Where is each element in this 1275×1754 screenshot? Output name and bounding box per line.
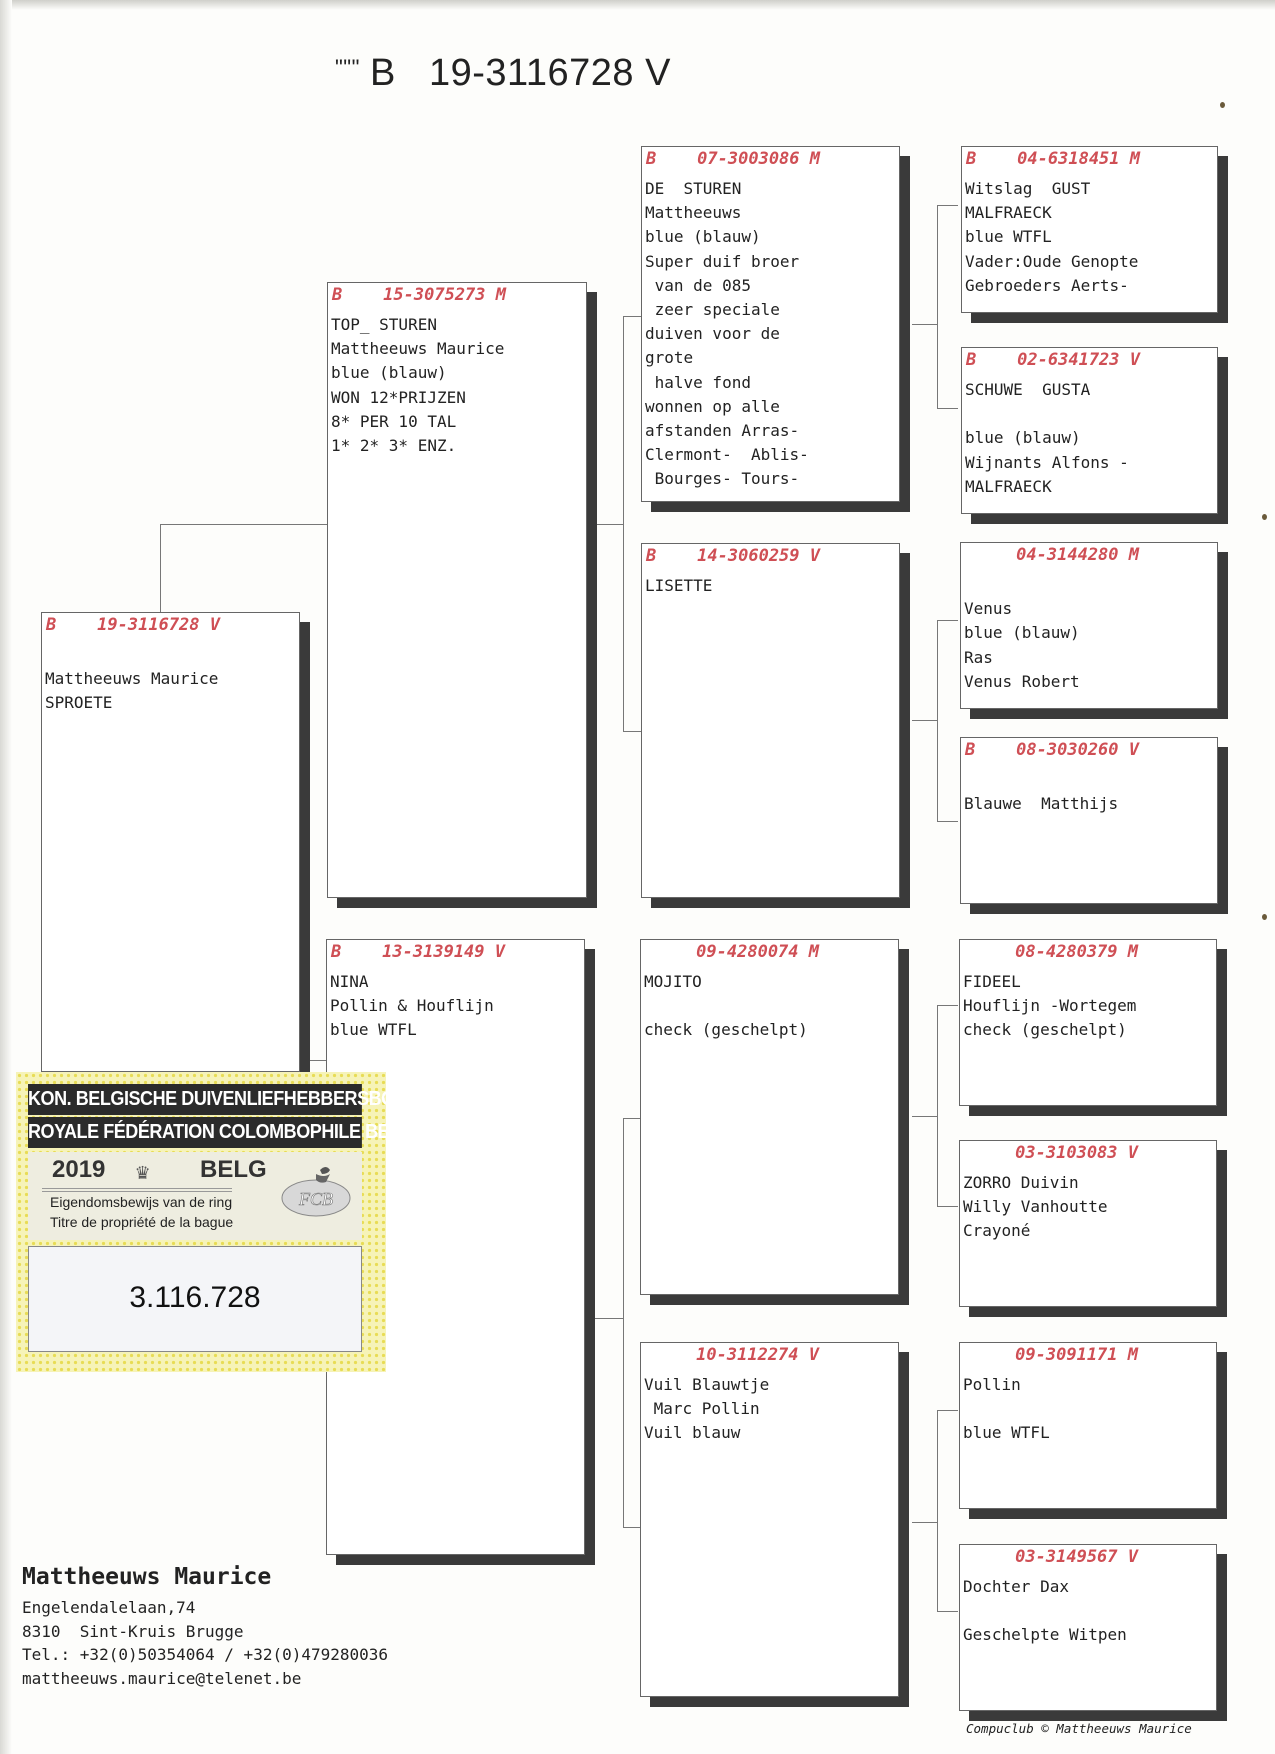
card-line: Clermont- Ablis- bbox=[645, 445, 809, 465]
card-line: NINA bbox=[330, 972, 369, 991]
owner-name: Mattheeuws Maurice bbox=[22, 1564, 272, 1590]
connector-mm-stub bbox=[912, 1522, 937, 1523]
owner-phone: Tel.: +32(0)50354064 / +32(0)479280036 bbox=[22, 1645, 389, 1664]
card-line: MALFRAECK bbox=[965, 203, 1052, 223]
card-line: Mattheeuws bbox=[645, 203, 742, 223]
ring-number: 10-3112274 V bbox=[645, 1345, 819, 1365]
card-line: Ras bbox=[964, 647, 993, 667]
title-quotes: """ bbox=[335, 55, 360, 80]
ring-number: B 04-6318451 M bbox=[966, 149, 1140, 169]
card-line: Vuil Blauwtje bbox=[644, 1375, 770, 1394]
card-line: check (geschelpt) bbox=[644, 1020, 808, 1040]
connector-fm-parents bbox=[937, 620, 958, 822]
card-line: LISETTE bbox=[645, 576, 713, 595]
ring-number: B 14-3060259 V bbox=[646, 546, 820, 566]
certificate-middle bbox=[28, 1152, 362, 1240]
card-line: blue (blauw) bbox=[645, 227, 761, 247]
card-line: blue (blauw) bbox=[964, 623, 1080, 643]
ring-number: B 15-3075273 M bbox=[332, 285, 506, 305]
card-lines bbox=[965, 378, 1215, 499]
connector-ff-stub bbox=[912, 324, 937, 325]
certificate-band-dutch: KON. BELGISCHE DUIVENLIEFHEBBERSBOND bbox=[28, 1084, 362, 1115]
certificate-text-dutch: Eigendomsbewijs van de ring bbox=[50, 1194, 233, 1210]
card-line: Houflijn -Wortegem bbox=[963, 996, 1137, 1016]
card-mf bbox=[640, 939, 899, 1295]
card-line: duiven voor de bbox=[645, 324, 780, 344]
card-line: FIDEEL bbox=[963, 972, 1021, 991]
ring-number: 09-4280074 M bbox=[645, 942, 819, 962]
card-lines bbox=[965, 177, 1215, 298]
connector-gen1 bbox=[160, 524, 329, 612]
pedigree-title bbox=[335, 52, 671, 95]
scan-speck bbox=[1220, 102, 1225, 108]
card-line: Venus bbox=[964, 599, 1013, 619]
card-line: halve fond bbox=[645, 372, 751, 392]
card-line bbox=[964, 573, 1215, 597]
ring-number: 08-4280379 M bbox=[964, 942, 1138, 962]
card-father bbox=[327, 282, 587, 898]
card-line: Mattheeuws Maurice bbox=[331, 339, 505, 359]
card-lines bbox=[45, 643, 297, 716]
connector-fm-stub bbox=[912, 720, 937, 721]
ring-number: 09-3091171 M bbox=[964, 1345, 1138, 1365]
logo-text: FCB bbox=[299, 1189, 333, 1209]
card-lines bbox=[963, 1575, 1214, 1648]
ring-number: B 02-6341723 V bbox=[966, 350, 1140, 370]
card-line bbox=[963, 1397, 1214, 1421]
certificate-year: 2019 bbox=[52, 1156, 106, 1183]
owner-email: mattheeuws.maurice@telenet.be bbox=[22, 1668, 302, 1688]
card-lines bbox=[964, 573, 1215, 694]
ring-number: B 19-3116728 V bbox=[46, 615, 220, 635]
card-line: Gebroeders Aerts- bbox=[965, 275, 1129, 295]
card-line: Geschelpte Witpen bbox=[963, 1625, 1127, 1645]
certificate-number-box bbox=[28, 1246, 362, 1352]
card-lines bbox=[645, 177, 897, 491]
card-line bbox=[965, 402, 1215, 426]
card-lines bbox=[330, 970, 582, 1043]
card-line: 1* 2* 3* ENZ. bbox=[331, 435, 457, 455]
title-ring: 19-3116728 V bbox=[428, 52, 671, 94]
card-mff bbox=[959, 939, 1217, 1106]
card-fff bbox=[961, 146, 1218, 313]
card-line: TOP_ STUREN bbox=[331, 315, 437, 334]
card-line: Pollin & Houflijn bbox=[330, 996, 494, 1016]
scan-speck bbox=[1262, 514, 1267, 520]
title-letter: B bbox=[369, 52, 396, 94]
ring-number: B 07-3003086 M bbox=[646, 149, 820, 169]
card-line: Witslag GUST bbox=[965, 179, 1091, 198]
federation-logo-icon bbox=[280, 1162, 352, 1218]
card-line: 8* PER 10 TAL bbox=[331, 411, 457, 431]
connector-mm-parents bbox=[937, 1410, 958, 1612]
card-line bbox=[963, 1599, 1214, 1623]
card-lines bbox=[963, 970, 1214, 1043]
ring-number: 04-3144280 M bbox=[965, 545, 1139, 565]
card-line bbox=[964, 768, 1215, 792]
connector-gen1-mother bbox=[300, 1060, 328, 1061]
card-mmf bbox=[959, 1342, 1217, 1509]
card-line: check (geschelpt) bbox=[963, 1020, 1127, 1040]
certificate-band-french: ROYALE FÉDÉRATION COLOMBOPHILE BELGE bbox=[28, 1117, 362, 1148]
card-fm bbox=[641, 543, 900, 898]
card-line: Pollin bbox=[963, 1375, 1021, 1394]
card-line: ZORRO Duivin bbox=[963, 1173, 1079, 1192]
card-line: blue (blauw) bbox=[965, 428, 1081, 448]
card-line: afstanden Arras- bbox=[645, 420, 800, 440]
card-line: SPROETE bbox=[45, 693, 113, 713]
card-line: Dochter Dax bbox=[963, 1577, 1069, 1596]
ring-certificate bbox=[16, 1072, 425, 1372]
card-line: zeer speciale bbox=[645, 299, 780, 319]
card-line: blue WTFL bbox=[963, 1423, 1050, 1443]
connector-father-parents bbox=[623, 316, 642, 732]
card-line: Blauwe Matthijs bbox=[964, 794, 1119, 814]
scan-speck bbox=[1262, 914, 1267, 920]
card-lines bbox=[963, 1373, 1214, 1446]
card-lines bbox=[963, 1171, 1214, 1244]
card-lines bbox=[331, 313, 584, 458]
card-line: MALFRAECK bbox=[965, 476, 1052, 496]
ring-number: 03-3103083 V bbox=[964, 1143, 1138, 1163]
scan-top-shadow bbox=[0, 0, 1275, 10]
card-line: WON 12*PRIJZEN bbox=[331, 387, 466, 407]
scan-edge-shadow bbox=[0, 0, 12, 1754]
card-ff bbox=[641, 146, 900, 502]
card-line: Marc Pollin bbox=[644, 1399, 760, 1419]
certificate-country: BELG bbox=[200, 1156, 267, 1183]
connector-ff-parents bbox=[937, 205, 958, 409]
owner-city: 8310 Sint-Kruis Brugge bbox=[22, 1621, 244, 1641]
card-line: van de 085 bbox=[645, 275, 751, 295]
owner-address: Engelendalelaan,74 bbox=[22, 1598, 196, 1617]
connector-mf-stub bbox=[912, 1116, 937, 1117]
card-line: Super duif broer bbox=[645, 251, 800, 271]
crown-icon: ♛ bbox=[136, 1160, 150, 1185]
certificate-inner bbox=[28, 1084, 425, 1352]
connector-mother-stub bbox=[595, 1318, 623, 1319]
owner-block bbox=[22, 1564, 388, 1690]
card-line: Bourges- Tours- bbox=[645, 469, 800, 489]
certificate-text-french: Titre de propriété de la bague bbox=[50, 1214, 234, 1230]
card-mmm bbox=[959, 1544, 1217, 1711]
card-line bbox=[45, 643, 297, 667]
card-line: wonnen op alle bbox=[645, 396, 780, 416]
card-line: Wijnants Alfons - bbox=[965, 452, 1129, 472]
certificate-stripes bbox=[42, 1188, 232, 1192]
card-line: Willy Vanhoutte bbox=[963, 1197, 1108, 1217]
card-mm bbox=[640, 1342, 899, 1697]
card-line: blue (blauw) bbox=[331, 363, 447, 383]
card-line: DE STUREN bbox=[645, 179, 742, 198]
card-line: blue WTFL bbox=[965, 227, 1052, 247]
card-subject bbox=[41, 612, 300, 1072]
ring-number: B 13-3139149 V bbox=[331, 942, 505, 962]
card-line: blue WTFL bbox=[330, 1020, 417, 1040]
connector-mf-parents bbox=[937, 1005, 958, 1207]
certificate-number: 3.116.728 bbox=[129, 1281, 261, 1314]
card-line: SCHUWE GUSTA bbox=[965, 380, 1091, 399]
card-line: Vader:Oude Genopte bbox=[965, 251, 1139, 271]
card-lines bbox=[645, 574, 897, 598]
card-fmm bbox=[960, 737, 1218, 904]
card-ffm bbox=[961, 347, 1218, 514]
card-lines bbox=[964, 768, 1215, 816]
connector-father-stub bbox=[595, 524, 623, 525]
card-line: grote bbox=[645, 348, 694, 368]
card-lines bbox=[644, 1373, 896, 1446]
card-line bbox=[644, 994, 896, 1018]
card-mfm bbox=[959, 1140, 1217, 1307]
card-fmf bbox=[960, 542, 1218, 709]
card-line: Vuil blauw bbox=[644, 1423, 741, 1443]
card-line: MOJITO bbox=[644, 972, 702, 991]
ring-number: B 08-3030260 V bbox=[965, 740, 1139, 760]
card-line: Crayoné bbox=[963, 1221, 1031, 1241]
card-lines bbox=[644, 970, 896, 1043]
card-line: Mattheeuws Maurice bbox=[45, 669, 219, 689]
footer-credit: Compuclub © Mattheeuws Maurice bbox=[966, 1721, 1192, 1736]
card-line: Venus Robert bbox=[964, 671, 1080, 691]
ring-number: 03-3149567 V bbox=[964, 1547, 1138, 1567]
